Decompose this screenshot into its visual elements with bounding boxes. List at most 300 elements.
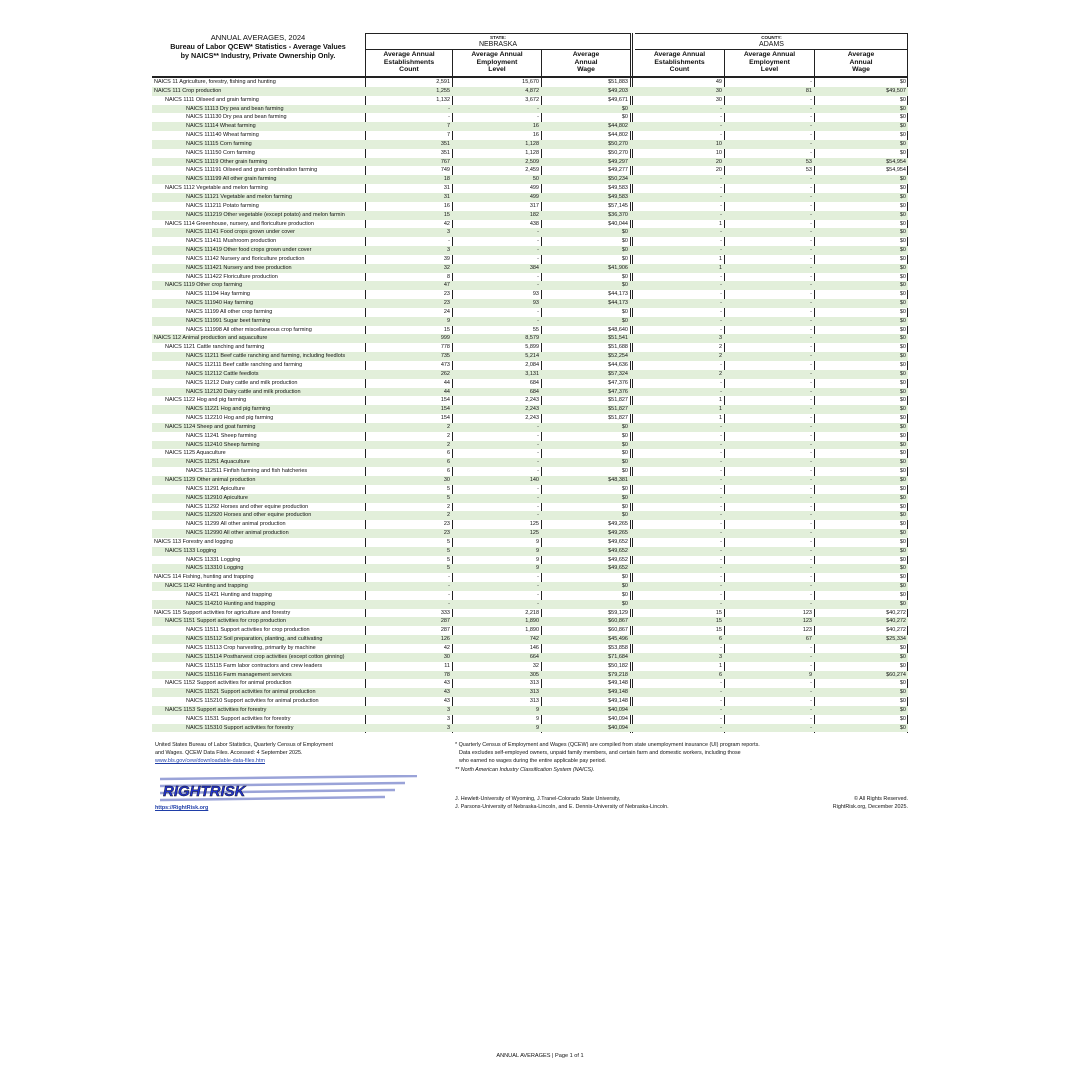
state-employment: 125 [452, 529, 541, 538]
state-wage: $41,906 [541, 264, 630, 273]
county-wage: $0 [899, 273, 906, 280]
state-employment: 32 [532, 662, 539, 669]
state-wage: $59,129 [608, 609, 628, 616]
industry-label: NAICS 11114 Wheat farming [152, 122, 365, 131]
state-establishments: - [365, 582, 452, 591]
county-employment: - [724, 423, 814, 432]
county-establishments: - [630, 246, 724, 255]
county-wage: $0 [899, 698, 906, 705]
county-wage: $0 [814, 476, 908, 485]
table-row [152, 688, 908, 697]
source-citation [155, 741, 333, 766]
county-wage: $0 [814, 706, 908, 715]
county-employment: - [724, 653, 814, 662]
industry-label: NAICS 1133 Logging [152, 547, 365, 556]
county-wage: $0 [814, 653, 908, 662]
county-establishments: - [630, 105, 724, 114]
state-wage: $0 [621, 432, 628, 439]
county-wage: $0 [814, 529, 908, 538]
county-wage: $0 [814, 564, 908, 573]
state-employment: - [537, 432, 539, 439]
county-establishments: - [720, 238, 722, 245]
authors-line1: J. Hewlett-University of Wyoming, J.Tranel-Colorado State University, [455, 796, 621, 802]
county-wage: $0 [814, 193, 908, 202]
county-wage: $0 [899, 202, 906, 209]
county-establishments: 2 [630, 370, 724, 379]
industry-label: NAICS 112 Animal production and aquaculture [152, 334, 365, 343]
state-wage: $49,148 [608, 698, 628, 705]
county-establishments: 1 [718, 397, 722, 404]
state-wage: $52,254 [541, 352, 630, 361]
state-employment: - [452, 441, 541, 450]
industry-label: NAICS 1114 Greenhouse, nursery, and floriculture production [165, 220, 314, 227]
county-wage: $0 [899, 645, 906, 651]
state-wage: $51,827 [608, 397, 628, 404]
industry-label: NAICS 1124 Sheep and goat farming [152, 423, 365, 432]
county-wage: $0 [899, 291, 906, 298]
state-employment: 9 [452, 706, 541, 715]
state-wage: $0 [541, 511, 630, 520]
industry-label: NAICS 115114 Postharvest crop activities (except cotton ginning) [152, 653, 365, 662]
state-establishments: 154 [365, 405, 452, 414]
industry-label: NAICS 112112 Cattle feedlots [152, 370, 365, 379]
column-header [635, 49, 724, 77]
county-establishments: 15 [715, 627, 722, 634]
county-establishments: - [630, 547, 724, 556]
table-row [152, 529, 908, 538]
state-establishments: 5 [446, 485, 450, 492]
county-establishments: - [630, 299, 724, 308]
state-employment: - [452, 582, 541, 591]
county-establishments: 2 [718, 344, 722, 351]
county-establishments: - [630, 228, 724, 237]
column-header-line: Average Annual [653, 51, 706, 58]
state-employment: 499 [529, 185, 539, 192]
state-establishments: 2 [365, 511, 452, 520]
county-employment: - [810, 556, 812, 563]
state-employment: - [452, 494, 541, 503]
column-header-line: Employment [749, 58, 790, 66]
industry-label: NAICS 112511 Finfish farming and fish hatcheries [186, 468, 308, 475]
county-establishments: - [720, 538, 722, 545]
county-employment: - [724, 511, 814, 520]
state-employment: 499 [452, 193, 541, 202]
county-employment: - [810, 255, 812, 262]
state-establishments: 3 [446, 715, 450, 722]
column-header-line: Average Annual [471, 51, 523, 58]
industry-label: NAICS 111199 All other grain farming [152, 175, 365, 184]
industry-label: NAICS 112920 Horses and other equine production [152, 511, 365, 520]
county-wage: $0 [899, 308, 906, 315]
county-employment: - [724, 193, 814, 202]
state-wage: $49,265 [541, 529, 630, 538]
county-employment: - [810, 450, 812, 457]
state-employment: - [537, 485, 539, 492]
industry-label: NAICS 1125 Aquaculture [165, 450, 226, 457]
county-employment: - [810, 485, 812, 492]
state-employment: 313 [529, 698, 539, 705]
county-wage: $49,507 [814, 87, 908, 96]
state-employment: 50 [452, 175, 541, 184]
state-establishments: 23 [443, 521, 450, 528]
industry-label: NAICS 111422 Floriculture production [186, 273, 278, 280]
county-establishments: 20 [630, 158, 724, 167]
county-establishments: - [720, 503, 722, 510]
state-wage: $0 [541, 317, 630, 326]
industry-label: NAICS 112111 Beef cattle ranching and farming [186, 362, 303, 368]
county-group-header [635, 33, 908, 50]
state-establishments: 333 [440, 609, 450, 616]
industry-label: NAICS 112120 Dairy cattle and milk production [152, 388, 365, 397]
state-wage: $0 [621, 273, 628, 280]
state-employment: 182 [452, 211, 541, 220]
county-establishments: 30 [715, 96, 722, 103]
report-title [152, 33, 364, 60]
county-employment: - [810, 79, 812, 85]
county-wage: $0 [899, 450, 906, 457]
state-employment: - [537, 255, 539, 262]
title-line3: by NAICS** Industry, Private Ownership Only. [180, 51, 336, 60]
industry-label: NAICS 11421 Hunting and trapping [186, 591, 272, 598]
county-employment: - [810, 379, 812, 386]
state-employment: - [537, 591, 539, 598]
county-employment: - [810, 291, 812, 298]
state-wage: $40,094 [541, 724, 630, 733]
county-employment: - [724, 529, 814, 538]
industry-label: NAICS 11211 Beef cattle ranching and farming, including feedlots [152, 352, 365, 361]
state-employment: 55 [532, 326, 539, 333]
county-wage: $0 [899, 132, 906, 139]
industry-label: NAICS 115310 Support activities for forestry [152, 724, 365, 733]
county-establishments: - [720, 574, 722, 581]
county-employment: - [724, 281, 814, 290]
industry-label: NAICS 111211 Potato farming [186, 202, 259, 209]
state-employment: - [537, 450, 539, 457]
table-row [152, 149, 908, 158]
industry-label: NAICS 1119 Other crop farming [152, 281, 365, 290]
industry-label: NAICS 111940 Hay farming [152, 299, 365, 308]
state-wage: $60,867 [608, 627, 628, 634]
state-employment: - [452, 317, 541, 326]
state-establishments: 778 [440, 344, 450, 351]
column-header-line: Level [488, 66, 506, 74]
state-establishments: 18 [365, 175, 452, 184]
column-header [366, 49, 452, 77]
table-row [152, 600, 908, 609]
column-header-line: Average Annual [383, 51, 435, 58]
table-row [152, 396, 908, 405]
copyright-line2: RightRisk.org, December 2025. [832, 804, 908, 811]
table-row [152, 361, 908, 370]
county-establishments: - [720, 715, 722, 722]
column-header [815, 49, 907, 77]
state-employment: 5,899 [525, 344, 539, 351]
table-row [152, 573, 908, 582]
state-wage: $49,652 [541, 547, 630, 556]
county-establishments: - [720, 468, 722, 475]
county-employment: - [724, 600, 814, 609]
authors [455, 795, 669, 811]
industry-label: NAICS 113 Forestry and logging [154, 538, 233, 545]
county-wage: $0 [814, 140, 908, 149]
county-wage: $0 [814, 547, 908, 556]
county-establishments: - [720, 291, 722, 298]
state-establishments: 126 [365, 635, 452, 644]
industry-label: NAICS 112990 All other animal production [152, 529, 365, 538]
state-establishments: 24 [443, 308, 450, 315]
industry-label: NAICS 11119 Other grain farming [152, 158, 365, 167]
state-establishments: 31 [365, 193, 452, 202]
state-employment: 4,872 [452, 87, 541, 96]
industry-label: NAICS 111130 Dry pea and bean farming [186, 114, 287, 121]
state-employment: 8,579 [452, 334, 541, 343]
industry-label: NAICS 112910 Apiculture [152, 494, 365, 503]
industry-label: NAICS 11121 Vegetable and melon farming [152, 193, 365, 202]
column-header-line: Level [760, 66, 779, 74]
county-employment: - [810, 468, 812, 475]
county-employment: - [724, 175, 814, 184]
table-row [152, 423, 908, 432]
state-wage: $49,277 [608, 167, 628, 174]
county-employment: - [810, 220, 812, 227]
table-row [152, 273, 908, 282]
county-wage: $0 [814, 352, 908, 361]
state-employment: 305 [452, 671, 541, 680]
table-row [152, 202, 908, 211]
industry-label: NAICS 112410 Sheep farming [152, 441, 365, 450]
source-line1: United States Bureau of Labor Statistics, Quarterly Census of Employment [155, 742, 333, 748]
state-establishments: 7 [446, 132, 450, 139]
county-employment: - [810, 96, 812, 103]
county-employment: - [810, 114, 812, 121]
state-employment: 16 [532, 132, 539, 139]
table-row [152, 485, 908, 494]
county-employment: - [724, 405, 814, 414]
state-establishments: 154 [440, 415, 450, 422]
table-row [152, 343, 908, 352]
column-header [542, 49, 630, 77]
county-establishments: - [630, 600, 724, 609]
county-establishments: - [630, 564, 724, 573]
state-wage: $50,270 [541, 140, 630, 149]
state-establishments: 23 [443, 291, 450, 298]
state-employment: 313 [529, 680, 539, 687]
table-row [152, 458, 908, 467]
state-wage: $51,827 [608, 415, 628, 422]
county-employment: - [724, 388, 814, 397]
county-establishments: - [720, 379, 722, 386]
state-employment: 140 [452, 476, 541, 485]
county-wage: $0 [899, 255, 906, 262]
table-row [152, 388, 908, 397]
state-establishments: 2 [446, 432, 450, 439]
state-wage: $0 [541, 582, 630, 591]
table-row [152, 184, 908, 193]
state-employment: 1,128 [452, 140, 541, 149]
table-row [152, 405, 908, 414]
county-employment: - [724, 724, 814, 733]
state-establishments: 44 [365, 388, 452, 397]
industry-label: NAICS 11221 Hog and pig farming [152, 405, 365, 414]
state-establishments: 23 [365, 529, 452, 538]
county-establishments: - [630, 281, 724, 290]
naics-table [152, 78, 908, 732]
state-establishments: 43 [443, 698, 450, 705]
county-employment: - [810, 715, 812, 722]
table-row [152, 96, 908, 105]
county-wage: $0 [899, 114, 906, 121]
county-employment: 81 [724, 87, 814, 96]
state-employment: 9 [535, 538, 539, 545]
table-row [152, 237, 908, 246]
county-employment: - [724, 564, 814, 573]
county-wage: $0 [814, 175, 908, 184]
footnote-qcew: * Quarterly Census of Employment and Wages (QCEW) are compiled from state unemployment insurance (UI) program reports. [455, 742, 760, 748]
county-establishments: - [720, 132, 722, 139]
county-employment: - [724, 122, 814, 131]
state-establishments: - [365, 600, 452, 609]
state-establishments: 11 [444, 662, 450, 669]
county-establishments: - [720, 273, 722, 280]
table-row [152, 715, 908, 724]
county-employment: - [810, 574, 812, 581]
state-employment: 3,672 [525, 96, 539, 103]
footnotes [455, 741, 760, 774]
county-employment: - [724, 582, 814, 591]
industry-label: NAICS 111219 Other vegetable (except potato) and melon farmin [152, 211, 365, 220]
table-row [152, 228, 908, 237]
industry-label: NAICS 113310 Logging [152, 564, 365, 573]
state-employment: 9 [452, 564, 541, 573]
rightrisk-link[interactable]: https://RightRisk.org [155, 805, 209, 811]
county-wage: $0 [899, 79, 906, 85]
state-establishments: 5 [365, 547, 452, 556]
county-establishments: 1 [718, 255, 722, 262]
county-employment: - [724, 334, 814, 343]
county-employment: 9 [724, 671, 814, 680]
industry-label: NAICS 115112 Soil preparation, planting, and cultivating [152, 635, 365, 644]
table-row [152, 467, 908, 476]
county-establishments: 15 [630, 617, 724, 626]
state-establishments: 30 [365, 476, 452, 485]
state-wage: $51,541 [541, 334, 630, 343]
industry-label: NAICS 11199 All other crop farming [186, 308, 273, 315]
table-row [152, 158, 908, 167]
state-wage: $44,802 [608, 132, 628, 139]
footnote-qcew-line2: Data excludes self-employed owners, unpaid family members, and certain farm and domestic workers, including those [459, 750, 741, 757]
county-establishments: - [720, 645, 722, 651]
state-establishments: 7 [365, 122, 452, 131]
state-establishments: 262 [365, 370, 452, 379]
table-row [152, 706, 908, 715]
state-wage: $50,270 [608, 149, 628, 156]
county-employment: 67 [724, 635, 814, 644]
industry-label: NAICS 1111 Oilseed and grain farming [165, 96, 259, 103]
state-wage: $44,173 [541, 299, 630, 308]
state-establishments: 5 [446, 556, 450, 563]
state-establishments: - [365, 105, 452, 114]
table-row [152, 635, 908, 644]
county-establishments: - [630, 441, 724, 450]
state-employment: 9 [535, 556, 539, 563]
table-row [152, 334, 908, 343]
state-employment: 664 [452, 653, 541, 662]
county-establishments: - [630, 423, 724, 432]
state-wage: $48,640 [608, 326, 628, 333]
column-header-line: Establishments [383, 58, 435, 66]
state-employment: 1,128 [525, 149, 539, 156]
column-header-line: Wage [577, 66, 595, 74]
table-row [152, 653, 908, 662]
county-wage: $0 [814, 688, 908, 697]
county-establishments: 49 [715, 79, 722, 85]
county-wage: $0 [899, 238, 906, 245]
industry-label: NAICS 111150 Corn farming [186, 149, 255, 156]
table-row [152, 308, 908, 317]
county-employment: - [724, 352, 814, 361]
industry-label: NAICS 115116 Farm management services [152, 671, 365, 680]
state-wage: $0 [541, 281, 630, 290]
state-wage: $40,044 [608, 220, 628, 227]
state-wage: $53,858 [608, 645, 628, 651]
table-row [152, 175, 908, 184]
county-wage: $0 [814, 494, 908, 503]
county-establishments: - [630, 317, 724, 326]
state-wage: $0 [621, 238, 628, 245]
table-row [152, 352, 908, 361]
county-employment: - [810, 308, 812, 315]
state-establishments: 767 [365, 158, 452, 167]
state-wage: $0 [541, 228, 630, 237]
county-wage: $0 [814, 246, 908, 255]
table-row [152, 697, 908, 706]
county-establishments: - [720, 308, 722, 315]
industry-label: NAICS 114 Fishing, hunting and trapping [154, 574, 254, 581]
column-header [453, 49, 541, 77]
state-employment: - [452, 600, 541, 609]
county-establishments: 1 [718, 662, 722, 669]
bls-link[interactable]: www.bls.gov/cew/downloadable-data-files.htm [155, 758, 265, 765]
state-establishments: 5 [365, 494, 452, 503]
state-employment: 2,509 [452, 158, 541, 167]
industry-label: NAICS 11292 Horses and other equine production [186, 503, 309, 510]
state-establishments: 3 [365, 724, 452, 733]
county-establishments: 15 [715, 609, 722, 616]
state-wage: $0 [621, 574, 628, 581]
state-employment: 1,890 [525, 627, 539, 634]
state-wage: $0 [541, 441, 630, 450]
table-row [152, 255, 908, 264]
state-wage: $49,148 [608, 680, 628, 687]
county-wage: $0 [899, 521, 906, 528]
county-employment: - [810, 132, 812, 139]
industry-label: NAICS 11115 Corn farming [152, 140, 365, 149]
county-wage: $0 [899, 556, 906, 563]
county-establishments: - [720, 202, 722, 209]
page-footer: ANNUAL AVERAGES | Page 1 of 1 [496, 1053, 584, 1059]
industry-label: NAICS 11531 Support activities for forestry [186, 715, 291, 722]
state-wage: $57,145 [608, 202, 628, 209]
state-employment: - [452, 281, 541, 290]
table-row [152, 370, 908, 379]
table-row [152, 538, 908, 547]
state-employment: - [537, 273, 539, 280]
county-wage: $0 [814, 458, 908, 467]
county-establishments: 10 [715, 149, 722, 156]
state-establishments: 6 [365, 458, 452, 467]
table-row [152, 317, 908, 326]
industry-label: NAICS 111 Crop production [152, 87, 365, 96]
